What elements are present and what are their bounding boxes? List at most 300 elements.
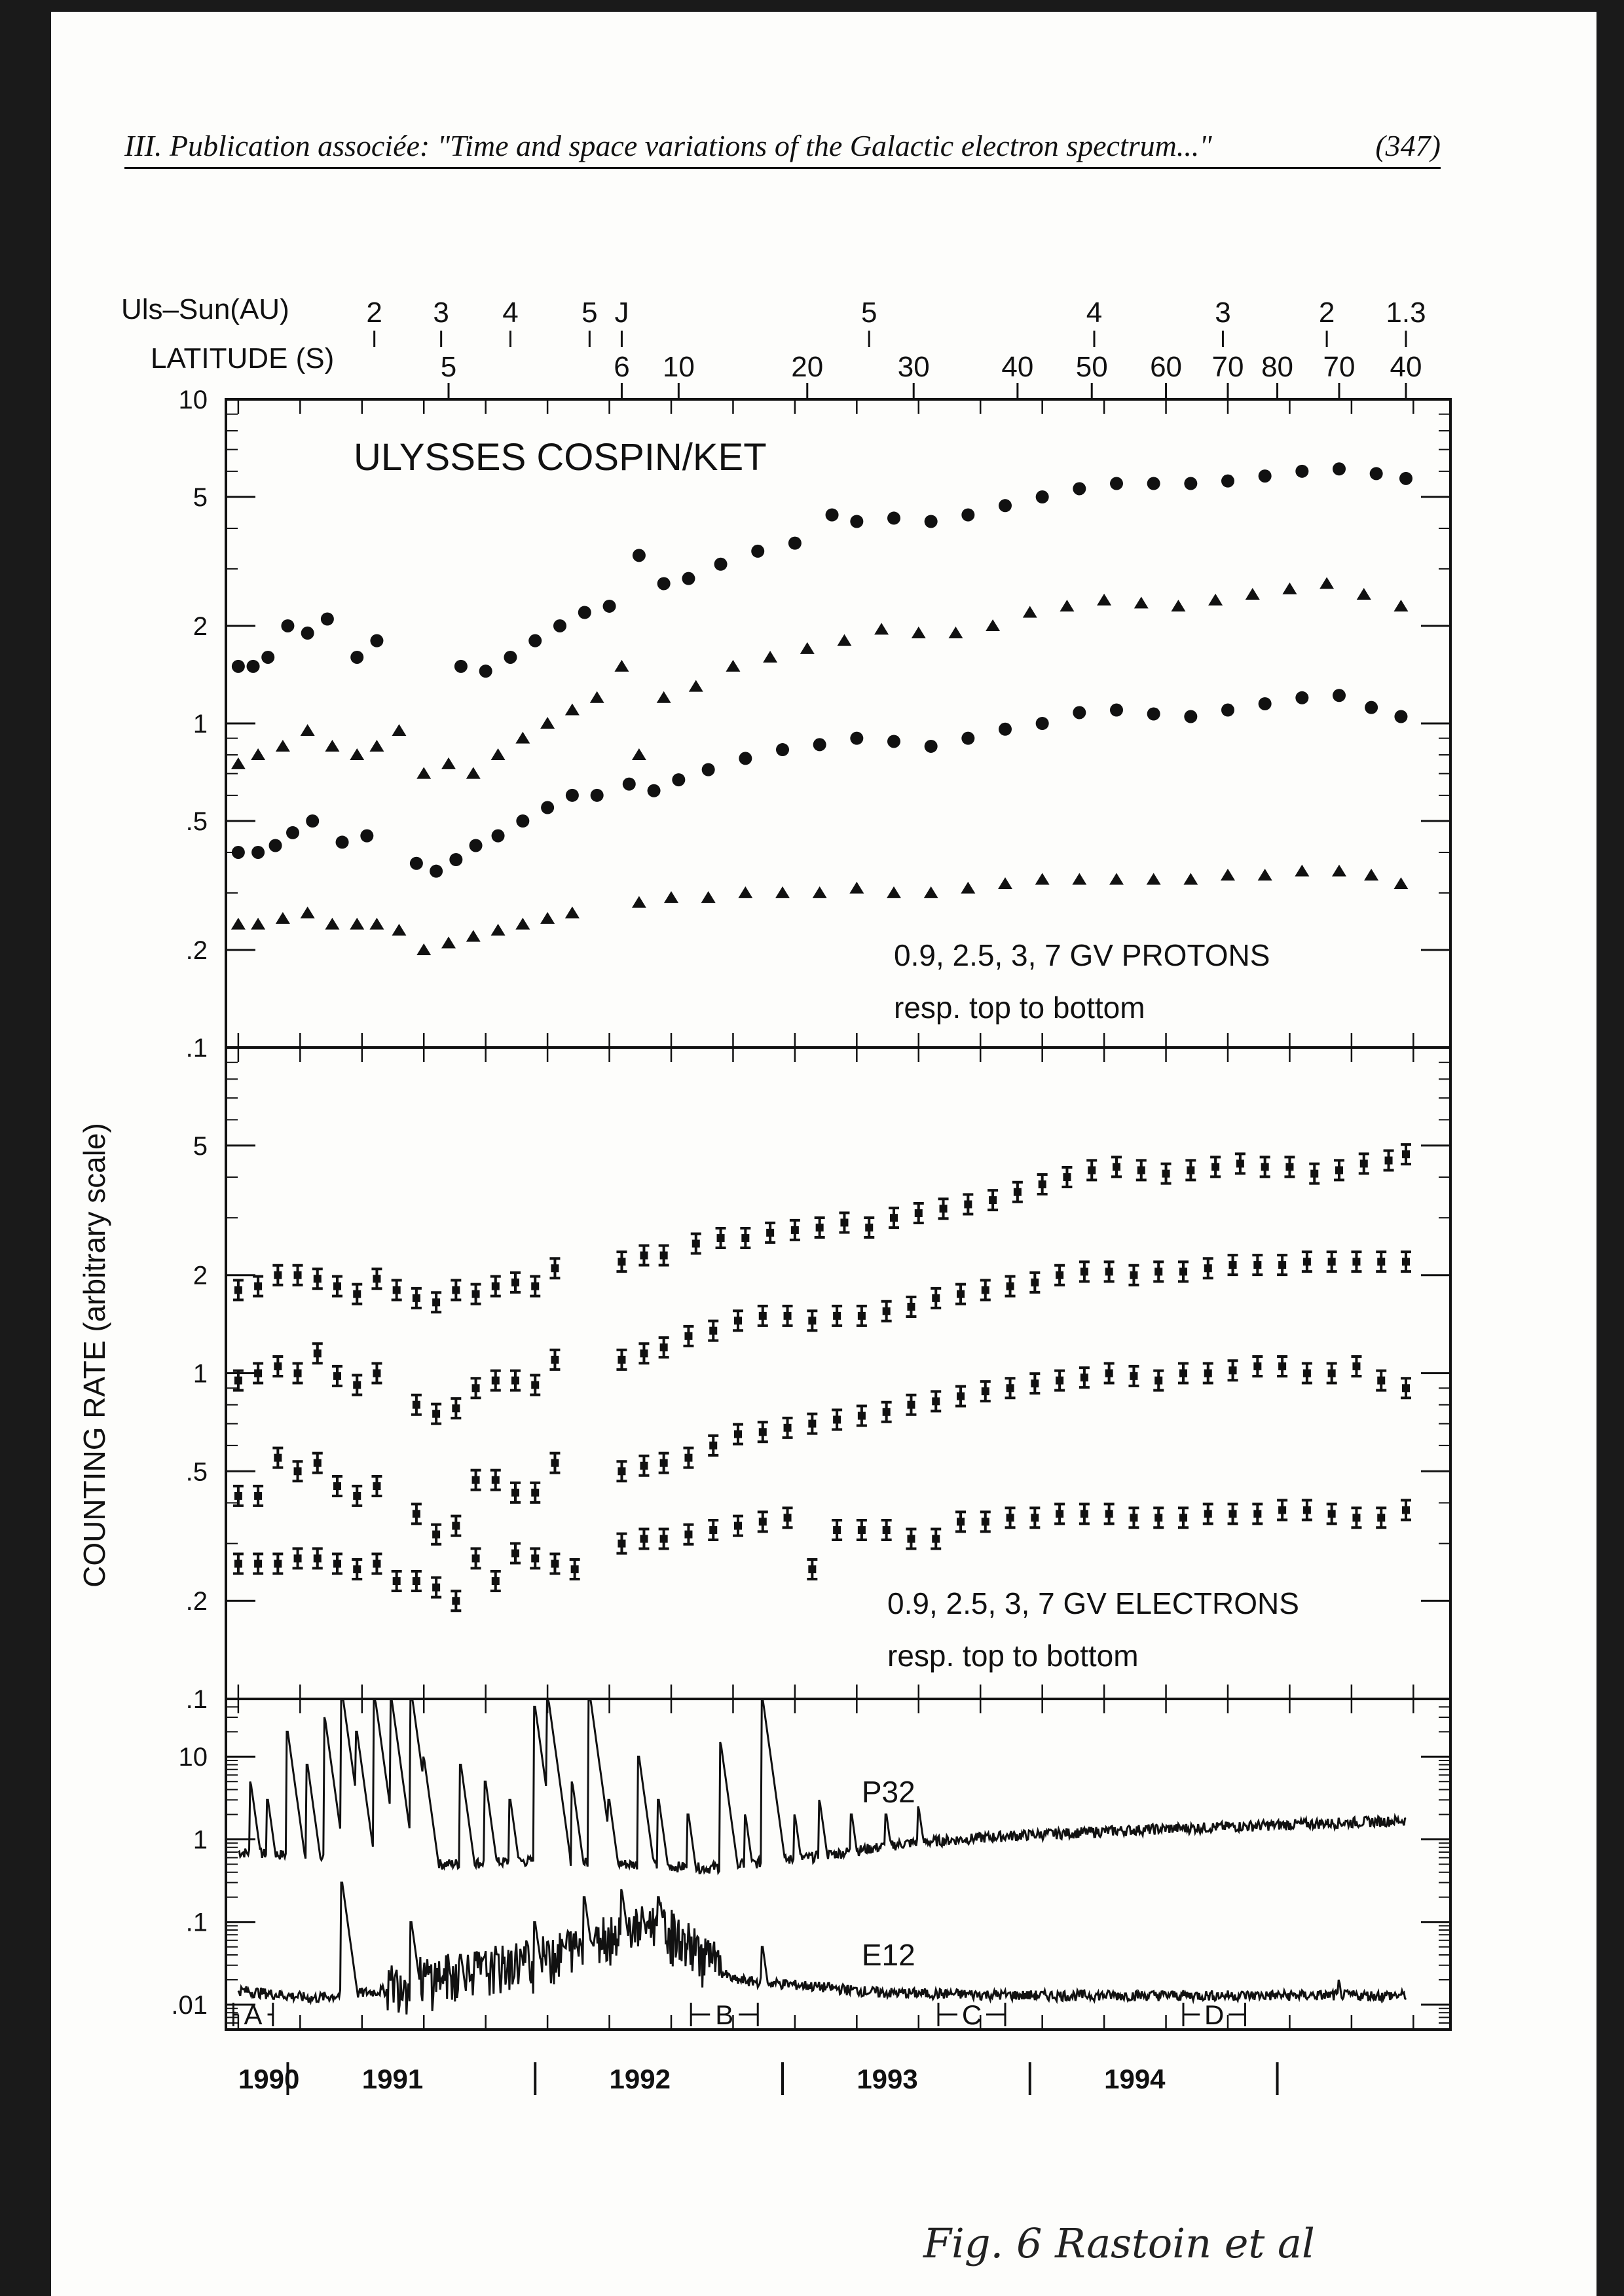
proton-point <box>470 839 483 852</box>
proton-point <box>479 665 492 678</box>
electron-point-center <box>1039 1180 1046 1188</box>
electron-point-center <box>1006 1384 1014 1392</box>
electron-point-center <box>1105 1510 1113 1518</box>
electron-point-center <box>472 1476 480 1484</box>
electron-point-center <box>1377 1258 1385 1266</box>
electron-point-center <box>660 1535 668 1543</box>
electron-point-center <box>1204 1510 1212 1518</box>
electron-point-center <box>373 1275 380 1283</box>
proton-point <box>701 891 716 903</box>
electron-point-center <box>1229 1366 1237 1374</box>
electron-point-center <box>1402 1506 1410 1514</box>
series-line-P32 <box>238 1700 1406 1873</box>
proton-point <box>566 789 579 802</box>
proton-point <box>999 723 1012 736</box>
electron-point-center <box>1014 1188 1022 1196</box>
electron-point-center <box>890 1214 898 1222</box>
proton-point <box>1258 869 1272 881</box>
electron-point-center <box>940 1205 948 1212</box>
proton-point <box>887 511 900 524</box>
electron-point-center <box>932 1397 940 1405</box>
y-tick-label: .2 <box>185 1587 208 1616</box>
proton-point <box>430 865 443 878</box>
proton-point <box>682 572 695 585</box>
electron-point-center <box>808 1420 816 1428</box>
electron-point-center <box>1278 1506 1286 1514</box>
electron-point-center <box>692 1240 700 1248</box>
proton-point <box>231 918 246 930</box>
proton-point <box>813 738 826 751</box>
electron-point-center <box>1179 1514 1187 1522</box>
electron-point-center <box>1137 1166 1145 1174</box>
proton-point <box>1320 577 1334 589</box>
electron-point-center <box>1154 1267 1162 1275</box>
proton-point <box>948 627 963 638</box>
electron-point-center <box>1130 1372 1137 1380</box>
proton-point <box>603 600 616 613</box>
proton-point <box>800 642 815 654</box>
electron-point-center <box>932 1294 940 1302</box>
electron-point-center <box>1113 1163 1120 1171</box>
y-tick-label: .1 <box>185 1034 208 1063</box>
electron-point-center <box>709 1327 717 1335</box>
electron-point-center <box>314 1554 322 1562</box>
electron-legend-line2: resp. top to bottom <box>887 1639 1139 1673</box>
electron-point-center <box>1105 1267 1113 1275</box>
proton-point <box>1171 600 1185 611</box>
electron-point-center <box>353 1492 361 1500</box>
top-axis-distance-label: Uls–Sun(AU) <box>121 293 289 325</box>
proton-point <box>541 801 554 814</box>
electron-point-center <box>511 1279 519 1286</box>
electron-point-center <box>571 1565 579 1573</box>
proton-point <box>657 691 671 703</box>
proton-point <box>1246 588 1260 600</box>
proton-point <box>232 846 245 859</box>
electron-point-center <box>452 1522 460 1530</box>
proton-point <box>516 814 529 828</box>
year-label: 1990 <box>238 2064 300 2094</box>
y-tick-label: 5 <box>193 1131 208 1161</box>
proton-point <box>232 660 245 673</box>
y-tick-label: 1 <box>193 1359 208 1389</box>
proton-point <box>1183 873 1198 884</box>
proton-point <box>591 789 604 802</box>
proton-point <box>301 627 314 640</box>
proton-point <box>325 918 339 930</box>
electron-point-center <box>808 1565 816 1573</box>
electron-point-center <box>1031 1379 1039 1387</box>
proton-point <box>1097 594 1111 606</box>
y-axis-label: COUNTING RATE (arbitrary scale) <box>77 1123 111 1588</box>
electron-point-center <box>333 1283 341 1290</box>
electron-point-center <box>472 1290 480 1298</box>
proton-point <box>392 924 406 936</box>
electron-point-center <box>1130 1271 1137 1279</box>
proton-point <box>887 886 901 898</box>
distance-tick-label: 2 <box>366 297 382 329</box>
electron-point-center <box>1154 1514 1162 1522</box>
proton-point <box>491 924 506 936</box>
electron-point-center <box>1080 1374 1088 1381</box>
top-axis-latitude-label: LATITUDE (S) <box>151 342 335 374</box>
electron-point-center <box>717 1234 725 1242</box>
electron-point-center <box>1105 1370 1113 1377</box>
electron-point-center <box>1352 1362 1360 1370</box>
electron-point-center <box>452 1404 460 1412</box>
electron-point-center <box>1377 1514 1385 1522</box>
proton-point <box>632 896 646 908</box>
proton-point <box>565 704 580 716</box>
year-label: 1993 <box>857 2064 918 2094</box>
proton-point <box>1282 583 1297 594</box>
proton-point <box>1060 600 1074 611</box>
latitude-tick-label: 50 <box>1075 351 1108 383</box>
electron-point-center <box>932 1535 940 1543</box>
year-label: 1992 <box>609 2064 671 2094</box>
proton-point <box>449 853 462 866</box>
proton-point <box>392 724 406 736</box>
y-tick-label: .1 <box>185 1685 208 1714</box>
proton-point <box>664 891 678 903</box>
electron-point-center <box>413 1401 420 1409</box>
electron-point-center <box>353 1565 361 1573</box>
chart-title: ULYSSES COSPIN/KET <box>354 436 767 479</box>
proton-point <box>1221 475 1234 488</box>
proton-point <box>1393 877 1408 889</box>
electron-point-center <box>816 1224 824 1231</box>
electron-point-center <box>1278 1261 1286 1269</box>
electron-point-center <box>234 1492 242 1500</box>
proton-point <box>528 634 542 647</box>
electron-point-center <box>766 1229 774 1237</box>
electron-point-center <box>660 1459 668 1467</box>
proton-point <box>504 651 517 664</box>
proton-point <box>775 886 790 898</box>
electron-point-center <box>1080 1267 1088 1275</box>
electron-point-center <box>1056 1377 1063 1385</box>
proton-point <box>321 613 334 626</box>
proton-point <box>1147 707 1160 720</box>
y-tick-label: .01 <box>171 1990 208 2020</box>
proton-point <box>1295 465 1308 478</box>
electron-point-center <box>1303 1258 1311 1266</box>
electron-point-center <box>957 1393 965 1400</box>
proton-point <box>1072 873 1086 884</box>
proton-point <box>301 724 315 736</box>
electron-point-center <box>452 1286 460 1294</box>
electron-point-center <box>1253 1362 1261 1370</box>
y-tick-label: 10 <box>178 1743 208 1772</box>
electron-point-center <box>531 1489 539 1497</box>
electron-point-center <box>1253 1261 1261 1269</box>
proton-point <box>466 930 481 942</box>
proton-point <box>301 907 315 919</box>
proton-point <box>837 634 851 646</box>
electron-point-center <box>294 1271 302 1279</box>
proton-point <box>1221 869 1235 881</box>
electron-point-center <box>982 1286 989 1294</box>
electron-point-center <box>784 1514 792 1522</box>
electron-point-center <box>833 1312 841 1320</box>
distance-tick-label: 5 <box>581 297 598 329</box>
electron-point-center <box>640 1349 648 1357</box>
electron-point-center <box>531 1381 539 1389</box>
electron-point-center <box>1402 1384 1410 1392</box>
electron-point-center <box>1056 1510 1063 1518</box>
y-tick-label: .5 <box>185 1457 208 1487</box>
electron-point-center <box>660 1252 668 1260</box>
electron-point-center <box>472 1384 480 1392</box>
electron-point-center <box>1402 1150 1410 1158</box>
electron-point-center <box>1261 1163 1269 1171</box>
electron-point-center <box>1063 1173 1071 1181</box>
proton-point <box>369 740 384 752</box>
electron-point-center <box>511 1489 519 1497</box>
proton-point <box>492 829 505 843</box>
electron-point-center <box>1204 1264 1212 1272</box>
proton-point <box>281 619 294 632</box>
latitude-tick-label: 70 <box>1323 351 1356 383</box>
proton-point <box>702 763 715 776</box>
proton-series-3GV <box>232 689 1408 877</box>
header-page-number: (347) <box>1375 129 1441 162</box>
electron-point-center <box>254 1492 262 1500</box>
proton-point <box>924 886 938 898</box>
electron-point-center <box>858 1412 866 1420</box>
electron-point-center <box>234 1286 242 1294</box>
electron-point-center <box>452 1597 460 1605</box>
electron-point-center <box>1402 1258 1410 1266</box>
electron-point-center <box>1204 1370 1212 1377</box>
electron-point-center <box>709 1526 717 1534</box>
proton-point <box>350 651 363 664</box>
proton-point <box>276 740 290 752</box>
electron-point-center <box>1303 1370 1311 1377</box>
electron-point-center <box>551 1356 559 1364</box>
electron-point-center <box>353 1290 361 1298</box>
electron-point-center <box>1080 1510 1088 1518</box>
electron-point-center <box>1006 1514 1014 1522</box>
latitude-tick-label: 40 <box>1390 351 1422 383</box>
proton-point <box>1394 710 1407 723</box>
electron-point-center <box>234 1560 242 1568</box>
electron-point-center <box>858 1312 866 1320</box>
proton-point <box>515 918 530 930</box>
electron-point-center <box>883 1526 891 1534</box>
proton-point <box>657 577 671 590</box>
proton-point <box>441 937 456 949</box>
distance-tick-label: 3 <box>1215 297 1231 329</box>
proton-point <box>986 619 1000 631</box>
distance-tick-label: J <box>614 297 629 329</box>
proton-point <box>370 634 383 647</box>
proton-point <box>1184 477 1197 490</box>
electron-point-center <box>393 1286 401 1294</box>
proton-point <box>1364 869 1378 881</box>
electron-point-center <box>492 1283 500 1290</box>
latitude-tick-label: 6 <box>614 351 630 383</box>
proton-point <box>251 918 265 930</box>
y-tick-label: 2 <box>193 1261 208 1290</box>
electron-point-center <box>964 1201 972 1209</box>
proton-point <box>999 499 1012 512</box>
electron-point-center <box>413 1577 420 1585</box>
electron-point-center <box>618 1467 625 1475</box>
proton-point <box>1295 865 1309 877</box>
y-tick-label: 1 <box>193 710 208 738</box>
year-label: 1994 <box>1104 2064 1166 2094</box>
proton-point <box>850 732 863 745</box>
proton-point <box>1134 596 1149 608</box>
electron-point-center <box>957 1290 965 1298</box>
electron-point-center <box>989 1196 997 1204</box>
proton-legend-line2: resp. top to bottom <box>894 991 1145 1025</box>
electron-point-center <box>413 1510 420 1518</box>
y-tick-label: .5 <box>185 807 208 837</box>
distance-tick-label: 4 <box>502 297 519 329</box>
latitude-tick-label: 60 <box>1150 351 1183 383</box>
proton-point <box>826 508 839 521</box>
proton-series-09GV <box>232 462 1412 678</box>
proton-point <box>1332 865 1346 877</box>
proton-point <box>1370 467 1383 480</box>
proton-point <box>648 784 661 797</box>
electron-point-center <box>472 1554 480 1562</box>
electron-point-center <box>1006 1283 1014 1290</box>
electron-point-center <box>684 1332 692 1340</box>
electron-point-center <box>234 1377 242 1385</box>
electron-point-center <box>982 1518 989 1525</box>
proton-point <box>350 918 364 930</box>
electron-point-center <box>432 1584 440 1592</box>
electron-legend-line1: 0.9, 2.5, 3, 7 GV ELECTRONS <box>887 1586 1299 1620</box>
proton-point <box>1110 477 1123 490</box>
electron-point-center <box>759 1312 767 1320</box>
electron-point-center <box>254 1560 262 1568</box>
interval-label-D: D <box>1204 1999 1225 2030</box>
electron-point-center <box>353 1381 361 1389</box>
electron-point-center <box>865 1224 873 1231</box>
electron-point-center <box>254 1370 262 1377</box>
y-tick-label: 5 <box>193 483 208 513</box>
proton-point <box>850 515 863 528</box>
proton-point <box>306 814 319 828</box>
proton-point <box>325 740 339 752</box>
series-label-E12: E12 <box>861 1937 915 1972</box>
proton-point <box>672 773 685 786</box>
electron-point-center <box>1285 1163 1293 1171</box>
electron-point-center <box>618 1258 625 1266</box>
electron-point-center <box>274 1454 282 1462</box>
proton-point <box>925 740 938 753</box>
proton-point <box>515 732 530 744</box>
electron-point-center <box>432 1298 440 1306</box>
proton-point <box>739 752 752 765</box>
electron-point-center <box>1335 1166 1343 1174</box>
series-label-P32: P32 <box>861 1775 915 1810</box>
distance-tick-label: 3 <box>433 297 449 329</box>
interval-label-A: A <box>244 1999 263 2030</box>
electron-point-center <box>274 1560 282 1568</box>
year-label: 1991 <box>361 2064 424 2094</box>
electron-point-center <box>531 1283 539 1290</box>
interval-label-C: C <box>961 1999 982 2030</box>
proton-point <box>1073 482 1086 495</box>
proton-point <box>269 839 282 852</box>
electron-point-center <box>1377 1377 1385 1385</box>
electron-point-center <box>1236 1159 1244 1167</box>
y-tick-label: 10 <box>178 386 208 414</box>
electron-point-center <box>1360 1159 1368 1167</box>
proton-point <box>1147 477 1160 490</box>
electron-point-center <box>1352 1514 1360 1522</box>
proton-point <box>1259 697 1272 710</box>
electron-point-center <box>618 1356 625 1364</box>
proton-point <box>1259 469 1272 483</box>
electron-point-center <box>492 1377 500 1385</box>
electron-point-center <box>274 1362 282 1370</box>
proton-point <box>776 743 789 756</box>
latitude-tick-label: 40 <box>1001 351 1034 383</box>
electron-point-center <box>907 1401 915 1409</box>
proton-point <box>925 515 938 528</box>
y-tick-label: .2 <box>185 936 208 965</box>
electron-point-center <box>915 1209 923 1217</box>
electron-point-center <box>1031 1279 1039 1286</box>
electron-point-center <box>413 1294 420 1302</box>
handwritten-caption: Fig. 6 Rastoin et al <box>923 2219 1315 2267</box>
electron-point-center <box>333 1372 341 1380</box>
proton-point <box>788 537 802 550</box>
electron-series-25GV <box>233 1252 1411 1424</box>
proton-point <box>887 735 900 748</box>
electron-point-center <box>741 1234 749 1242</box>
electron-point-center <box>1162 1170 1170 1178</box>
proton-point <box>1073 706 1086 719</box>
proton-point <box>336 835 349 848</box>
electron-point-center <box>1130 1514 1137 1522</box>
proton-point <box>1333 462 1346 475</box>
electron-point-center <box>1303 1506 1311 1514</box>
electron-point-center <box>432 1531 440 1539</box>
electron-point-center <box>1179 1370 1187 1377</box>
proton-point <box>251 748 265 760</box>
electron-point-center <box>373 1482 380 1490</box>
electron-point-center <box>1328 1510 1336 1518</box>
proton-point <box>1110 704 1123 717</box>
proton-point <box>261 651 274 664</box>
proton-point <box>689 680 703 692</box>
electron-point-center <box>1179 1267 1187 1275</box>
proton-point <box>1023 606 1037 618</box>
proton-point <box>632 748 646 760</box>
proton-point <box>410 857 423 870</box>
electron-point-center <box>640 1462 648 1470</box>
electron-point-center <box>907 1303 915 1311</box>
proton-point <box>1036 717 1049 730</box>
electron-point-center <box>373 1560 380 1568</box>
electron-point-center <box>1310 1170 1318 1178</box>
proton-point <box>454 660 468 673</box>
electron-point-center <box>734 1430 742 1438</box>
electron-point-center <box>314 1275 322 1283</box>
electron-point-center <box>982 1387 989 1395</box>
electron-point-center <box>314 1349 322 1357</box>
electron-point-center <box>858 1526 866 1534</box>
electron-series-09GV <box>233 1144 1411 1312</box>
electron-point-center <box>883 1307 891 1315</box>
